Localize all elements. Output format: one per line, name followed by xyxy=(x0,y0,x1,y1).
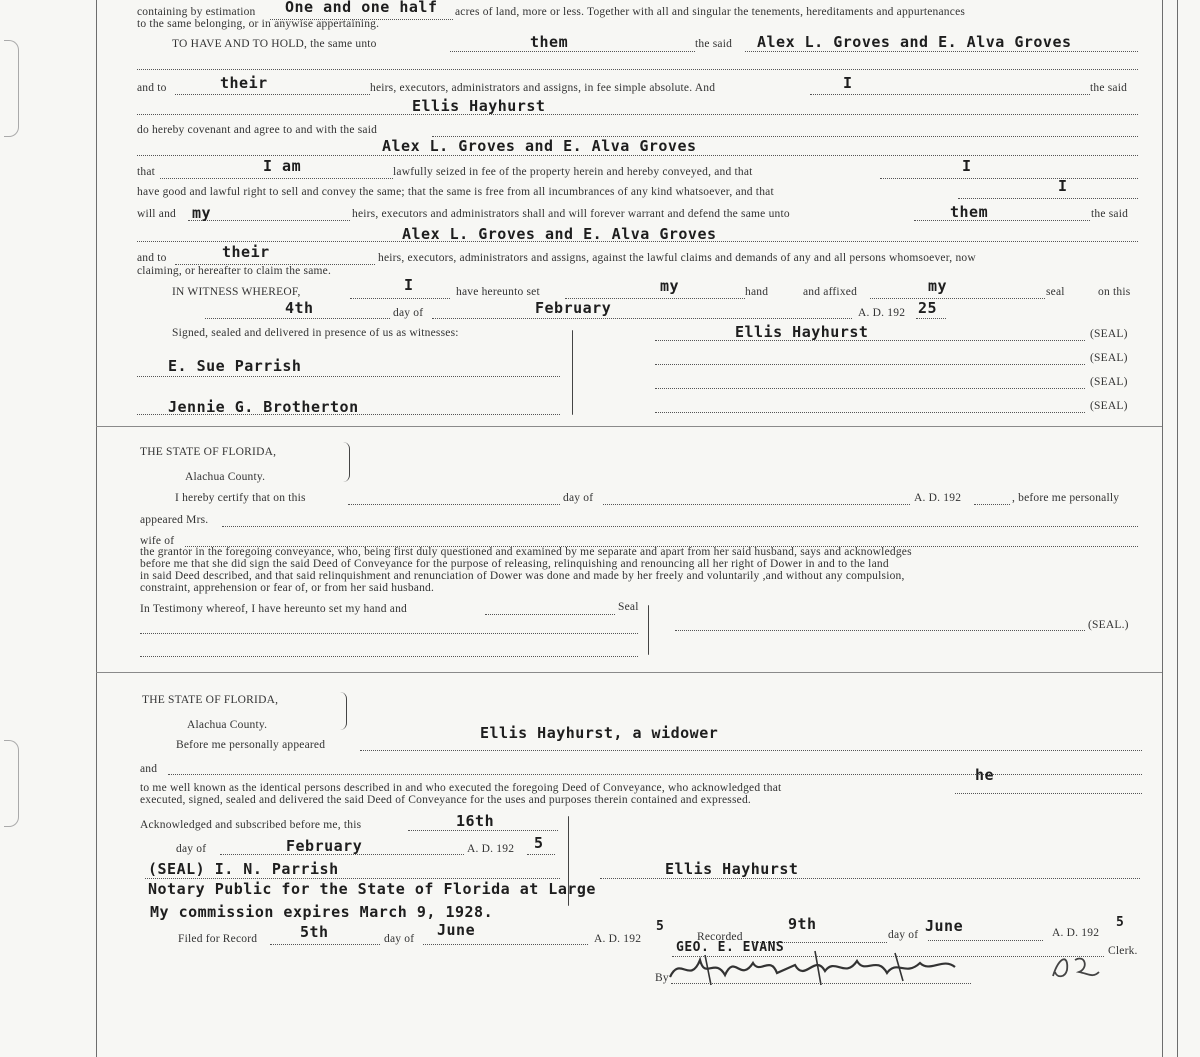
deed-line-9a: and to xyxy=(137,252,167,264)
deputy-clerk-signature xyxy=(665,945,965,990)
deed-line-11f: on this xyxy=(1098,286,1131,298)
witness-brace xyxy=(572,330,573,415)
deed-line-8a: will and xyxy=(137,208,176,220)
notary-line-3: My commission expires March 9, 1928. xyxy=(150,903,494,921)
notary-line-1: (SEAL) I. N. Parrish xyxy=(148,860,339,878)
grantees-value-2: Alex L. Groves and E. Alva Groves xyxy=(382,137,697,155)
grantor-value: Ellis Hayhurst xyxy=(412,97,546,115)
filed-year-value: 5 xyxy=(656,919,665,934)
ack-line-6a: day of xyxy=(176,843,207,855)
binder-punch-bottom xyxy=(4,740,19,827)
by-label: By xyxy=(655,972,669,984)
them-value-2: them xyxy=(950,203,989,221)
dower-para-2: before me that she did sign the said Deed of Conveyance for the purpose of releasing, relinquishing and renouncing all her right of Dower in and to the land xyxy=(140,558,889,570)
binder-punch-top xyxy=(4,40,19,137)
notary-line-2: Notary Public for the State of Florida at Large xyxy=(148,880,596,898)
deed-line-11d: and affixed xyxy=(803,286,858,298)
seal-2: (SEAL) xyxy=(1090,352,1128,364)
deed-line-2: to the same belonging, or in anywise appertaining. xyxy=(137,18,380,30)
ack-line-6b: A. D. 192 xyxy=(467,843,515,855)
section-divider-1 xyxy=(96,426,1162,427)
dower-para-1: the grantor in the foregoing conveyance, who, being first duly questioned and examined by me separate and apart from her said husband, says and acknowledges xyxy=(140,546,912,558)
ack-year-value: 5 xyxy=(534,834,544,852)
their-value-1: their xyxy=(220,74,268,92)
i-value-3: I xyxy=(1058,177,1068,195)
dower-para-4: constraint, apprehension or fear of, or from her said husband. xyxy=(140,582,435,594)
ack-he-value: he xyxy=(975,766,995,784)
dower-line-1c: A. D. 192 xyxy=(914,492,962,504)
dower-line-3: wife of xyxy=(140,535,175,547)
ack-line-1: Before me personally appeared xyxy=(176,739,326,751)
deed-line-11b-text: have hereunto set xyxy=(456,286,540,298)
ack-month-value: February xyxy=(286,837,363,855)
their-value-2: their xyxy=(222,243,270,261)
dower-line-2: appeared Mrs. xyxy=(140,514,209,526)
witness-day-value: 4th xyxy=(285,299,314,317)
deed-line-1b: acres of land, more or less. Together with all and singular the tenements, hereditaments and appurtenances xyxy=(455,6,966,18)
deed-line-4b: heirs, executors, administrators and assigns, in fee simple absolute. And xyxy=(370,82,716,94)
dower-county: Alachua County. xyxy=(185,471,266,483)
dower-line-4b: Seal xyxy=(618,601,639,613)
filed-ad: A. D. 192 xyxy=(594,933,642,945)
witness-statement: Signed, sealed and delivered in presence of us as witnesses: xyxy=(172,327,459,339)
deed-line-5: do hereby covenant and agree to and with the said xyxy=(137,124,378,136)
ack-signer: Ellis Hayhurst xyxy=(665,860,799,878)
dower-line-1d: , before me personally xyxy=(1012,492,1120,504)
i-value-1: I xyxy=(843,74,853,92)
unto-value: them xyxy=(530,33,569,51)
i-value-2: I xyxy=(962,157,972,175)
left-border xyxy=(96,0,97,1057)
seal-1: (SEAL) xyxy=(1090,328,1128,340)
filed-day-value: 5th xyxy=(300,923,329,941)
deed-line-11e: seal xyxy=(1046,286,1065,298)
right-border-outer xyxy=(1177,0,1178,1057)
my-value-1: my xyxy=(192,204,212,222)
witness-1: E. Sue Parrish xyxy=(168,357,302,375)
dower-seal: (SEAL.) xyxy=(1088,619,1129,631)
section-divider-2 xyxy=(96,672,1162,673)
recorded-dayof: day of xyxy=(888,929,919,941)
dower-state: THE STATE OF FLORIDA, xyxy=(140,446,277,458)
deed-line-6b: lawfully seized in fee of the property herein and hereby conveyed, and that xyxy=(393,166,753,178)
ack-line-4: executed, signed, sealed and delivered the said Deed of Conveyance for the uses and purposes therein contained and expressed. xyxy=(140,794,751,806)
filed-label: Filed for Record xyxy=(178,933,258,945)
dower-state-brace xyxy=(343,442,350,482)
ack-day-value: 16th xyxy=(456,812,495,830)
ack-line-2: and xyxy=(140,763,158,775)
recorded-label: Recorded xyxy=(697,931,743,943)
iam-value: I am xyxy=(263,157,302,175)
filed-dayof: day of xyxy=(384,933,415,945)
acres-value: One and one half xyxy=(285,0,438,16)
my-value-2: my xyxy=(660,277,680,295)
deed-line-11c: hand xyxy=(745,286,769,298)
grantees-value-3: Alex L. Groves and E. Alva Groves xyxy=(402,225,717,243)
deed-signer: Ellis Hayhurst xyxy=(735,323,869,341)
ack-line-3: to me well known as the identical persons described in and who executed the foregoing Deed of Conveyance, who acknowledged that xyxy=(140,782,782,794)
deed-line-11a: IN WITNESS WHEREOF, xyxy=(172,286,301,298)
recorded-ad: A. D. 192 xyxy=(1052,927,1100,939)
witness-month-value: February xyxy=(535,299,612,317)
ack-county: Alachua County. xyxy=(187,719,268,731)
ack-appeared-value: Ellis Hayhurst, a widower xyxy=(480,724,719,742)
deed-line-8c: the said xyxy=(1091,208,1129,220)
deed-line-1a: containing by estimation xyxy=(137,6,256,18)
deputy-initials xyxy=(1045,948,1105,983)
recorded-month-value: June xyxy=(925,917,964,935)
dower-para-3: in said Deed described, and that said relinquishment and renunciation of Dower was done and made by her freely and voluntarily ,and without any compulsion, xyxy=(140,570,905,582)
deed-line-4a: and to xyxy=(137,82,167,94)
my-value-3: my xyxy=(928,277,948,295)
clerk-name-stamp: GEO. E. EVANS xyxy=(676,940,785,955)
i-value-4: I xyxy=(404,276,414,294)
seal-4: (SEAL) xyxy=(1090,400,1128,412)
deed-line-3b: the said xyxy=(695,38,733,50)
deed-line-9b: heirs, executors, administrators and assigns, against the lawful claims and demands of any and all persons whomsoever, now xyxy=(378,252,976,264)
dower-brace xyxy=(648,605,649,655)
deed-line-12a: day of xyxy=(393,307,424,319)
deed-line-6a: that xyxy=(137,166,156,178)
filed-month-value: June xyxy=(437,921,476,939)
recorded-year-value: 5 xyxy=(1116,915,1125,930)
deed-line-10: claiming, or hereafter to claim the same. xyxy=(137,265,332,277)
deed-line-12b: A. D. 192 xyxy=(858,307,906,319)
right-border xyxy=(1162,0,1163,1057)
grantees-value: Alex L. Groves and E. Alva Groves xyxy=(757,33,1072,51)
seal-3: (SEAL) xyxy=(1090,376,1128,388)
dower-line-4a: In Testimony whereof, I have hereunto set my hand and xyxy=(140,603,407,615)
clerk-label: Clerk. xyxy=(1108,945,1138,957)
dower-line-1a: I hereby certify that on this xyxy=(175,492,306,504)
ack-state-brace xyxy=(340,692,347,730)
deed-line-3a: TO HAVE AND TO HOLD, the same unto xyxy=(172,38,377,50)
recorded-day-value: 9th xyxy=(788,915,817,933)
witness-2: Jennie G. Brotherton xyxy=(168,398,359,416)
dower-line-1b: day of xyxy=(563,492,594,504)
deed-line-8b: heirs, executors and administrators shall and will forever warrant and defend the same unto xyxy=(352,208,790,220)
witness-year-value: 25 xyxy=(918,299,938,317)
deed-line-4c: the said xyxy=(1090,82,1128,94)
ack-state: THE STATE OF FLORIDA, xyxy=(142,694,279,706)
deed-line-7: have good and lawful right to sell and convey the same; that the same is free from all incumbrances of any kind whatsoever, and that xyxy=(137,186,774,198)
ack-line-5: Acknowledged and subscribed before me, this xyxy=(140,819,362,831)
